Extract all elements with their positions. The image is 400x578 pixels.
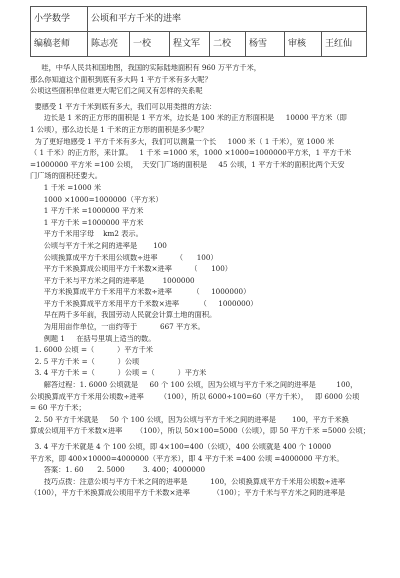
text-line: 2. 50 平方千米就是 50 个 100 公顷，因为公顷与平方千米之间的进率是 100，平方千米换 [30,415,349,424]
text-line: 平方千米换算成平方米用平方千米数×进率 （ 1000000） [30,299,258,308]
text-line: 公顷换算成平方千米用公顷数÷进率 （ 100） [30,253,218,262]
text-line: 1 平方千米 =1000000 平方米 [30,207,144,216]
first-proof-name-cell: 程文军 [170,32,210,57]
text-line: 为了更好地感受 1 平方千米有多大，我们可以测量一个长 1000 米（ 1 千米），宽 1000 米 [30,137,335,146]
text-line: 1 千米 =1000 米 [30,183,102,192]
lesson-header-table [30,6,367,57]
text-line: 门广场的面积还要大。 [30,172,102,181]
text-line: = 60 平方千米； [30,404,86,413]
text-line: 平方千米与平方米之间的进率是 1000000 [30,276,195,285]
text-line: 边长是 1 米的正方形的面积是 1 平方米，边长是 100 米的正方形面积是 10000 平方米（即 [30,114,347,123]
second-proof-label-cell: 二校 [210,32,246,57]
subject-cell: 小学数学 [31,7,88,32]
lesson-body-text [30,64,372,501]
text-line: 要感受 1 平方千米到底有多大，我们可以用类推的方法： [30,102,217,111]
text-line: 答案：1. 60 2. 5000 3. 400；4000000 [30,466,206,475]
reviewer-name-cell: 王红仙 [322,32,367,57]
text-line: 为用用亩作单位，一亩约等于 667 平方米。 [30,323,205,332]
text-line: 1000 ×1000=1000000（平方米） [30,195,163,204]
text-line: 平方米，即 400×10000=4000000（平方米），即 4 平方千米 =400 公顷 =4000000 平方米。 [30,454,344,463]
text-line: 平方千米用字母 km2 表示。 [30,230,143,239]
text-line: 3. 4 平方千米 =（ ）公顷 =（ ）平方米 [30,369,207,378]
text-line: 那么你知道这个面积到底有多大吗 1 平方千米有多大呢？ [30,75,212,84]
review-label-cell: 审核 [285,32,322,57]
text-line: 技巧点拨：注意公顷与平方千米之间的进率是 100，公顷换算成平方千米用公顷数÷进率 [30,477,346,486]
text-line: 哇，中华人民共和国地图，我国的实际陆地面积有 960 万平方千米， [30,64,261,72]
text-line: 算成公顷用平方千米数×进率 （100），所以 50×100=5000（公顷），即 50 平方千米 =5000 公顷； [30,427,370,436]
text-line: 平方千米换算成公顷用平方千米数×进率 （ 100） [30,265,232,274]
lesson-title-cell: 公顷和平方千米的进率 [88,7,367,32]
text-line: 3. 4 平方千米就是 4 个 100 公顷，即 4×100=400（公顷），400 公顷就是 400 个 10000 [30,443,332,451]
first-proof-label-cell: 一校 [130,32,170,57]
text-line: 公顷与平方千米之间的进率是 100 [30,241,167,250]
editor-label-cell: 编稿老师 [31,32,88,57]
text-line: =1000000 平方米 =100 公顷， 天安门广场的面积是 45 公顷，1 平方千米的面积比两个天安 [30,160,345,169]
text-line: 1 公顷），那么边长是 1 千米的正方形的面积是多少呢？ [30,125,208,134]
text-line: 公顷换算成平方千米用公顷数÷进率 （100），所以 6000÷100=60（平方千米）， 即 6000 公顷 [30,392,360,401]
text-line: 早在两千多年前，我国劳动人民就会计算土地的面积。 [30,311,217,320]
text-line: 解答过程：1. 6000 公顷就是 60 个 100 公顷，因为公顷与平方千米之间的进率是 100， [30,381,358,390]
text-line: （ 1 千米）的正方形，来计算。 1 千米 =1000 米，1000 ×1000=1000000平方米，1 平方千米 [30,149,352,158]
text-line: 1. 6000 公顷 =（ ）平方千米 [30,346,153,355]
text-line: （100），平方千米换算成公顷用平方千米数×进率 （100）；平方千米与平方米之间的进率是 [30,489,346,498]
editor-name-cell: 陈志亮 [88,32,130,57]
text-line: 公顷这些面积单位谁更大呢它们之间又有怎样的关系呢 [30,87,203,96]
text-line: 平方米换算成平方千米用平方米数÷进率 （ 1000000） [30,288,251,297]
text-line: 例题 1 在括号里填上适当的数。 [30,334,156,343]
text-line: 1 平方千米 =1000000 平方米 [30,218,144,227]
second-proof-name-cell: 杨雪 [246,32,285,57]
text-line: 2. 5 平方千米 =（ ）公顷 [30,357,140,366]
